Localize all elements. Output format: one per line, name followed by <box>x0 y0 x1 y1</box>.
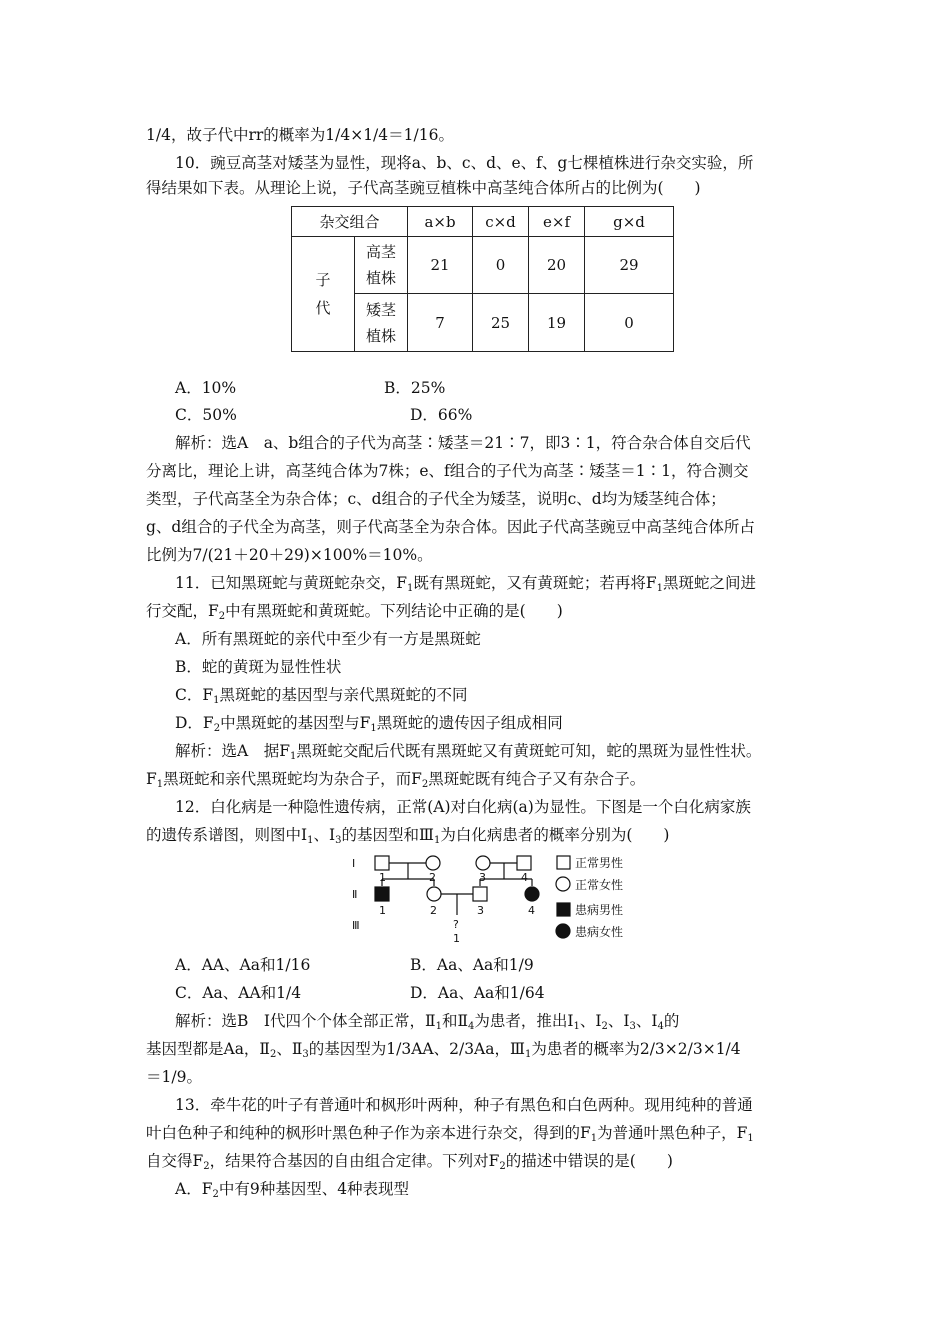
subscript: 2 <box>213 723 221 734</box>
subscript: 1 <box>406 583 414 594</box>
text-span: 11．已知黑斑蛇与黄斑蛇杂交，F <box>175 574 407 592</box>
individual-number: 3 <box>479 871 486 884</box>
normal-female-symbol <box>427 887 441 901</box>
question-12-stem: 12．白化病是一种隐性遗传病，正常(A)对白化病(a)为显性。下图是一个白化病家族 <box>175 798 751 816</box>
question-11-stem-cont <box>146 601 563 621</box>
subscript: 2 <box>421 779 429 790</box>
explanation-line: 分离比，理论上讲，高茎纯合体为7株；e、f组合的子代为高茎∶矮茎＝1∶1，符合测交 <box>146 462 749 480</box>
individual-number: 1 <box>379 904 386 917</box>
explanation-line <box>175 741 761 761</box>
table-cell: 7 <box>408 294 473 352</box>
generation-label: Ⅲ <box>352 919 360 932</box>
individual-number: 4 <box>528 904 535 917</box>
table-cell: 29 <box>585 237 674 294</box>
text-span: ，结果符合基因的自由组合定律。下列对F <box>209 1152 500 1170</box>
table-row-tall <box>292 237 674 294</box>
row-label-line: 矮茎 <box>365 300 396 319</box>
subscript: 3 <box>629 1021 636 1032</box>
row-label-line: 高茎 <box>365 243 396 261</box>
legend-label: 正常男性 <box>575 856 624 870</box>
text-span: 行交配，F <box>146 602 219 620</box>
text-span: 的基因型和Ⅲ <box>341 826 434 844</box>
subscript: 4 <box>467 1021 475 1032</box>
row-group-label <box>292 237 355 352</box>
option-b: B．Aa、Aa和1/9 <box>410 956 534 974</box>
text-span: A．F <box>175 1180 213 1198</box>
affected-male-symbol <box>375 887 389 901</box>
text-span: 自交得F <box>146 1152 204 1170</box>
legend-affected-female-symbol <box>556 924 570 938</box>
row-label-tall <box>355 237 408 294</box>
subscript: 2 <box>499 1161 506 1172</box>
table-cell: 25 <box>473 294 529 352</box>
text-span: 、Ⅱ <box>276 1040 303 1058</box>
option-a: A．所有黑斑蛇的亲代中至少有一方是黑斑蛇 <box>175 630 481 648</box>
text-span: 黑斑蛇既有纯合子又有杂合子。 <box>428 770 646 788</box>
legend-normal-male-symbol <box>557 856 570 869</box>
text-span: C．F <box>175 686 214 704</box>
question-10-stem: 10．豌豆高茎对矮茎为显性，现将a、b、c、d、e、f、g七棵植株进行杂交实验，所 <box>175 154 754 172</box>
text-span: 的 <box>663 1012 680 1030</box>
legend-label: 患病女性 <box>575 925 624 939</box>
subscript: 4 <box>657 1021 664 1032</box>
normal-female-symbol <box>426 856 440 870</box>
subscript: 2 <box>203 1161 210 1172</box>
explanation-line: 解析：选A a、b组合的子代为高茎∶矮茎＝21∶7，即3∶1，符合杂合体自交后代 <box>175 434 751 452</box>
text-span: 黑斑蛇的遗传因子组成相同 <box>376 714 563 732</box>
subscript: 1 <box>156 779 164 790</box>
pedigree-chart <box>352 850 642 950</box>
unknown-marker: ? <box>453 918 459 931</box>
text-span: 、Ⅰ <box>313 826 336 844</box>
table-header-cell: c×d <box>473 207 529 237</box>
text-span: 的基因型为1/3AA、2/3Aa，Ⅲ <box>308 1040 525 1058</box>
text-line: 1/4，故子代中rr的概率为1/4×1/4＝1/16。 <box>146 126 454 144</box>
individual-number: 2 <box>429 871 436 884</box>
option-b: B．25% <box>384 379 446 397</box>
row-group-char: 子 <box>315 271 331 289</box>
text-span: 解析：选A 据F <box>175 742 290 760</box>
subscript: 2 <box>218 611 226 622</box>
normal-male-symbol <box>473 887 487 901</box>
text-span: 中有9种基因型、4种表现型 <box>218 1180 410 1198</box>
row-group-char: 代 <box>315 299 331 317</box>
normal-female-symbol <box>476 856 490 870</box>
generation-label: Ⅰ <box>352 857 356 870</box>
text-span: 基因型都是Aa，Ⅱ <box>146 1040 270 1058</box>
table-cell: 19 <box>529 294 585 352</box>
question-12-stem-cont <box>146 825 669 845</box>
question-10-stem-cont: 得结果如下表。从理论上说，子代高茎豌豆植株中高茎纯合体所占的比例为( ) <box>146 179 701 197</box>
individual-number: 2 <box>430 904 437 917</box>
explanation-line <box>175 1011 679 1031</box>
option-a <box>175 1179 409 1199</box>
text-span: D．F <box>175 714 214 732</box>
table-cell: 20 <box>529 237 585 294</box>
text-span: 为普通叶黑色种子，F <box>597 1124 748 1142</box>
text-span: 中有黑斑蛇和黄斑蛇。下列结论中正确的是( ) <box>225 602 563 620</box>
normal-male-symbol <box>517 856 531 870</box>
affected-female-symbol <box>525 887 539 901</box>
subscript: 1 <box>433 835 441 846</box>
cross-results-table <box>291 206 674 352</box>
text-span: 的描述中错误的是( ) <box>505 1152 673 1170</box>
option-a: A．10% <box>175 379 237 397</box>
text-span: 解析：选B Ⅰ代四个个体全部正常，Ⅱ <box>175 1012 436 1030</box>
text-span: 黑斑蛇和亲代黑斑蛇均为杂合子，而F <box>163 770 422 788</box>
subscript: 2 <box>269 1049 277 1060</box>
text-span: F <box>146 770 157 788</box>
normal-male-symbol <box>375 856 389 870</box>
subscript: 1 <box>573 1021 580 1032</box>
option-d: D．Aa、Aa和1/64 <box>410 984 545 1002</box>
legend-normal-female-symbol <box>556 877 570 891</box>
text-span: 、Ⅰ <box>579 1012 602 1030</box>
subscript: 3 <box>302 1049 309 1060</box>
option-a: A．AA、Aa和1/16 <box>175 956 311 974</box>
text-span: 为患者，推出Ⅰ <box>474 1012 574 1030</box>
subscript: 1 <box>590 1133 598 1144</box>
option-b: B．蛇的黄斑为显性性状 <box>175 658 342 676</box>
option-c <box>175 685 468 705</box>
individual-number: 3 <box>477 904 484 917</box>
table-cell: 21 <box>408 237 473 294</box>
subscript: 1 <box>435 1021 442 1032</box>
text-span: 黑斑蛇之间进 <box>663 574 757 592</box>
subscript: 1 <box>307 835 314 846</box>
question-13-stem-cont <box>146 1151 673 1171</box>
subscript: 1 <box>656 583 663 594</box>
text-span: 叶白色种子和纯种的枫形叶黑色种子作为亲本进行杂交，得到的F <box>146 1124 591 1142</box>
subscript: 2 <box>601 1021 608 1032</box>
subscript: 1 <box>213 695 220 706</box>
subscript: 1 <box>370 723 377 734</box>
explanation-line: 比例为7/(21＋20＋29)×100%＝10%。 <box>146 546 433 564</box>
option-d <box>175 713 563 733</box>
table-cell: 0 <box>473 237 529 294</box>
explanation-line <box>146 769 645 789</box>
question-11-stem <box>175 573 756 593</box>
option-d: D．66% <box>410 406 473 424</box>
individual-number: 4 <box>521 871 528 884</box>
text-span: 的遗传系谱图，则图中Ⅰ <box>146 826 308 844</box>
table-header-cell: a×b <box>408 207 473 237</box>
explanation-line: ＝1/9。 <box>146 1068 202 1086</box>
option-c: C．Aa、AA和1/4 <box>175 984 302 1002</box>
text-span: 和Ⅱ <box>441 1012 468 1030</box>
text-span: 黑斑蛇交配后代既有黑斑蛇又有黄斑蛇可知，蛇的黑斑为显性性状。 <box>296 742 762 760</box>
legend-label: 患病男性 <box>575 903 624 917</box>
table-cell: 0 <box>585 294 674 352</box>
subscript: 1 <box>524 1049 532 1060</box>
text-span: 既有黑斑蛇，又有黄斑蛇；若再将F <box>413 574 657 592</box>
explanation-line: 类型，子代高茎全为杂合体；c、d组合的子代全为矮茎，说明c、d均为矮茎纯合体； <box>146 490 726 508</box>
row-label-line: 植株 <box>365 326 396 345</box>
text-span: 、Ⅰ <box>635 1012 658 1030</box>
legend-label: 正常女性 <box>575 878 624 892</box>
legend-affected-male-symbol <box>557 903 570 916</box>
subscript: 1 <box>747 1133 754 1144</box>
option-c: C．50% <box>175 406 237 424</box>
explanation-line: g、d组合的子代全为高茎，则子代高茎全为杂合体。因此子代高茎豌豆中高茎纯合体所占 <box>146 518 755 536</box>
text-span: 黑斑蛇的基因型与亲代黑斑蛇的不同 <box>219 686 468 704</box>
explanation-line <box>146 1039 741 1059</box>
question-13-stem-cont <box>146 1123 754 1143</box>
text-span: 为白化病患者的概率分别为( ) <box>440 826 670 844</box>
row-label-line: 植株 <box>365 269 396 287</box>
table-header-cell: 杂交组合 <box>292 207 408 237</box>
question-13-stem: 13．牵牛花的叶子有普通叶和枫形叶两种，种子有黑色和白色两种。现用纯种的普通 <box>175 1096 753 1114</box>
text-span: 为患者的概率为2/3×2/3×1/4 <box>531 1040 741 1058</box>
text-span: 中黑斑蛇的基因型与F <box>220 714 371 732</box>
individual-number: 1 <box>453 932 460 945</box>
subscript: 2 <box>212 1189 219 1200</box>
row-label-short <box>355 294 408 352</box>
subscript: 3 <box>335 835 342 846</box>
subscript: 1 <box>289 751 297 762</box>
table-header-cell: e×f <box>529 207 585 237</box>
table-header-cell: g×d <box>585 207 674 237</box>
individual-number: 1 <box>379 871 386 884</box>
table-header-row <box>292 207 674 237</box>
generation-label: Ⅱ <box>352 888 358 901</box>
text-span: 、Ⅰ <box>607 1012 630 1030</box>
